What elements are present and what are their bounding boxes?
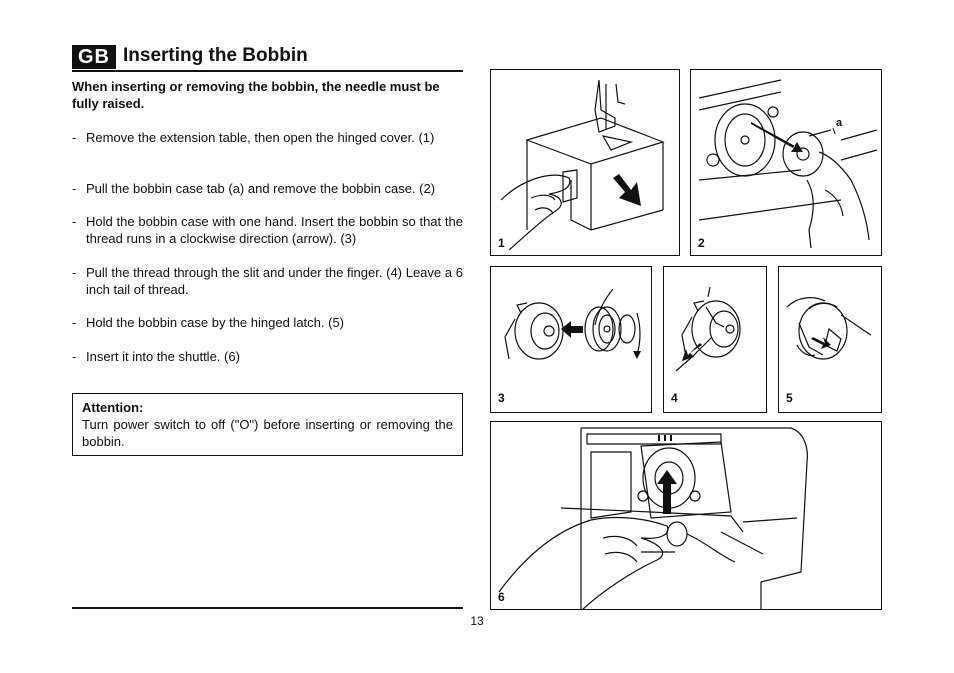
figure-2-illustration (691, 70, 882, 256)
page-header (72, 43, 463, 71)
figure-2 (690, 69, 882, 256)
step-dash: - (72, 315, 77, 330)
power-indicator-icon (659, 435, 671, 441)
figure-3-illustration (491, 267, 652, 413)
step-2 (72, 180, 463, 197)
title-divider (72, 70, 463, 72)
figure-6-illustration (491, 422, 882, 610)
figure-number: 2 (698, 236, 705, 250)
step-5 (72, 314, 463, 331)
page-title: Inserting the Bobbin (123, 45, 308, 66)
step-1 (72, 129, 463, 146)
figure-6 (490, 421, 882, 610)
tab-label-a: a (836, 117, 843, 129)
bottom-divider (72, 607, 463, 609)
figure-number: 4 (671, 391, 678, 405)
step-text: Remove the extension table, then open the hinged cover. (1) (86, 130, 435, 145)
removal-arrow-icon (751, 122, 803, 152)
step-3 (72, 213, 463, 247)
step-6 (72, 348, 463, 365)
step-dash: - (72, 265, 77, 280)
step-dash: - (72, 181, 77, 196)
figure-5-illustration (779, 267, 882, 413)
attention-title: Attention: (82, 400, 144, 415)
thread-arrow-icon (682, 343, 702, 361)
step-text: Hold the bobbin case by the hinged latch. (5) (86, 315, 345, 330)
step-dash: - (72, 130, 77, 145)
attention-body: Turn power switch to off ("O") before inserting or removing the bobbin. (82, 417, 453, 449)
figure-1 (490, 69, 680, 256)
figure-4 (663, 266, 767, 413)
step-dash: - (72, 349, 77, 364)
figure-4-illustration (664, 267, 767, 413)
step-text: Pull the thread through the slit and under the finger. (4) Leave a 6 inch tail of thread. (86, 265, 463, 297)
step-text: Hold the bobbin case with one hand. Insert the bobbin so that the thread runs in a clockwise direction (arrow). (3) (86, 214, 463, 246)
figure-1-illustration (491, 70, 680, 256)
step-text: Insert it into the shuttle. (6) (86, 349, 240, 364)
figure-number: 5 (786, 391, 793, 405)
figure-5 (778, 266, 882, 413)
page-number: 13 (470, 614, 484, 628)
open-direction-arrow-icon (613, 174, 641, 206)
figure-number: 3 (498, 391, 505, 405)
language-badge: GB (72, 45, 116, 69)
figure-number: 6 (498, 590, 505, 604)
latch-arrow-icon (811, 337, 831, 349)
step-dash: - (72, 214, 77, 229)
intro-warning: When inserting or removing the bobbin, the needle must be fully raised. (72, 79, 440, 111)
figure-number: 1 (498, 236, 505, 250)
step-4 (72, 264, 463, 298)
attention-box (72, 393, 463, 456)
step-text: Pull the bobbin case tab (a) and remove the bobbin case. (2) (86, 181, 436, 196)
figure-3 (490, 266, 652, 413)
insert-arrow-icon (561, 321, 583, 338)
